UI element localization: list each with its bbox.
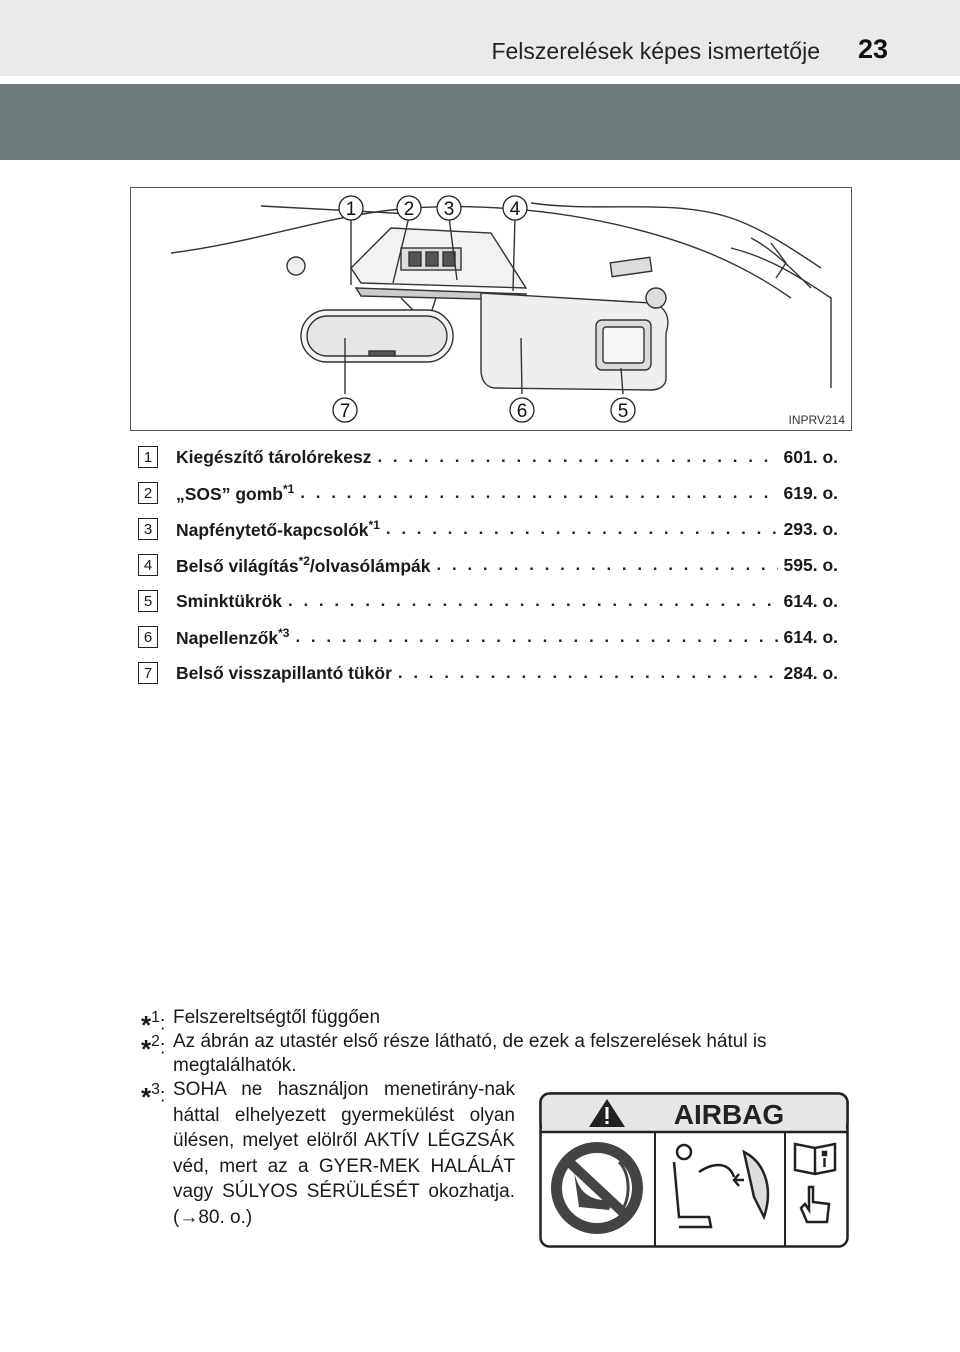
page-number: 23 [857, 34, 888, 64]
item-number: 2 [138, 482, 158, 504]
running-title: Felszerelések képes ismertetője [491, 38, 820, 64]
list-item [138, 475, 838, 511]
item-page-ref[interactable]: 601. o. [783, 446, 838, 467]
footnote-ref: *3 [278, 625, 290, 640]
list-item [138, 547, 838, 583]
leader-dots [295, 627, 777, 647]
item-label: Belső világítás$^{*2}$/olvasólámpák [176, 553, 431, 576]
item-label: „SOS” gomb$^{*1}$ [176, 481, 295, 504]
item-page-ref[interactable]: 293. o. [783, 518, 838, 539]
list-item [138, 511, 838, 547]
footnote-1: *$^1$: Felszereltségtől függően [141, 1007, 381, 1041]
item-number: 3 [138, 518, 158, 540]
leader-dots [386, 519, 778, 539]
section-bar [0, 84, 960, 160]
footnote-mark: 3 [151, 1081, 160, 1098]
item-number: 6 [138, 626, 158, 648]
item-page-ref[interactable]: 284. o. [783, 662, 838, 683]
leader-dots [437, 555, 778, 575]
footnote-2: *$^2$: Az ábrán az utastér első része látható, de ezek a felszerelések hátul is megtalálhatók. [141, 1031, 767, 1076]
overhead-console-illustration [131, 188, 851, 430]
item-label: Napfénytető-kapcsolók$^{*1}$ [176, 517, 380, 540]
leader-dots [288, 591, 778, 611]
callout-2: 2 [403, 199, 415, 220]
item-label: Napellenzők$^{*3}$ [176, 625, 290, 648]
footnote-mark: 1 [151, 1009, 160, 1026]
figure-code: INPRV214 [788, 413, 845, 427]
item-page-ref[interactable]: 614. o. [783, 590, 838, 611]
item-label: Kiegészítő tárolórekesz [176, 446, 372, 467]
list-item [138, 655, 838, 691]
item-list [138, 439, 838, 691]
item-number: 5 [138, 590, 158, 612]
airbag-title: AIRBAG [673, 1099, 785, 1130]
list-item [138, 583, 838, 619]
list-item [138, 439, 838, 475]
item-page-ref[interactable]: 614. o. [783, 626, 838, 647]
footnote-mark: 2 [151, 1033, 160, 1050]
leader-dots [398, 663, 778, 683]
footnote-text: SOHA ne használjon menetirány-nak háttal elhelyezett gyermekülést olyan ülésen, melyet elölről AKTÍV LÉGZSÁK véd, mert az a GYER-MEK HALÁLÁT vagy SÚLYOS SÉRÜLÉSÉT okozhatja. (→80. o.) [173, 1079, 515, 1228]
item-number: 4 [138, 554, 158, 576]
item-page-ref[interactable]: 595. o. [783, 554, 838, 575]
footnote-ref: *1 [368, 517, 380, 532]
callout-4: 4 [509, 199, 521, 220]
airbag-warning-graphic [539, 1092, 849, 1248]
callout-3: 3 [443, 199, 455, 220]
no-rear-facing-seat-icon [551, 1142, 643, 1234]
footnote-ref: *1 [282, 481, 295, 496]
interior-figure [130, 187, 852, 431]
item-number: 7 [138, 662, 158, 684]
footnotes [141, 1006, 855, 1078]
callout-5: 5 [617, 401, 629, 422]
item-number: 1 [138, 446, 158, 468]
list-item [138, 619, 838, 655]
item-label: Belső visszapillantó tükör [176, 662, 392, 683]
callout-6: 6 [516, 401, 528, 422]
callout-1: 1 [345, 199, 357, 220]
footnote-text: Az ábrán az utastér első része látható, de ezek a felszerelések hátul is megtalálhatók. [173, 1031, 767, 1076]
leader-dots [300, 483, 777, 503]
airbag-warning-label [539, 1092, 849, 1248]
callout-7: 7 [339, 401, 351, 422]
item-label: Sminktükrök [176, 590, 282, 611]
item-page-ref[interactable]: 619. o. [783, 482, 838, 503]
footnote-ref: *2 [298, 553, 310, 568]
footnote-3: *$^3$: SOHA ne használjon menetirány-nak háttal elhelyezett gyermekülést olyan ülésen, melyet elölről AKTÍV LÉGZSÁK véd, mert az a GYER-MEK HALÁLÁT vagy SÚLYOS SÉRÜLÉSÉT okozhatja. (→80. o.) [141, 1077, 515, 1230]
footnote-text: Felszereltségtől függően [173, 1007, 381, 1028]
leader-dots [377, 447, 777, 467]
